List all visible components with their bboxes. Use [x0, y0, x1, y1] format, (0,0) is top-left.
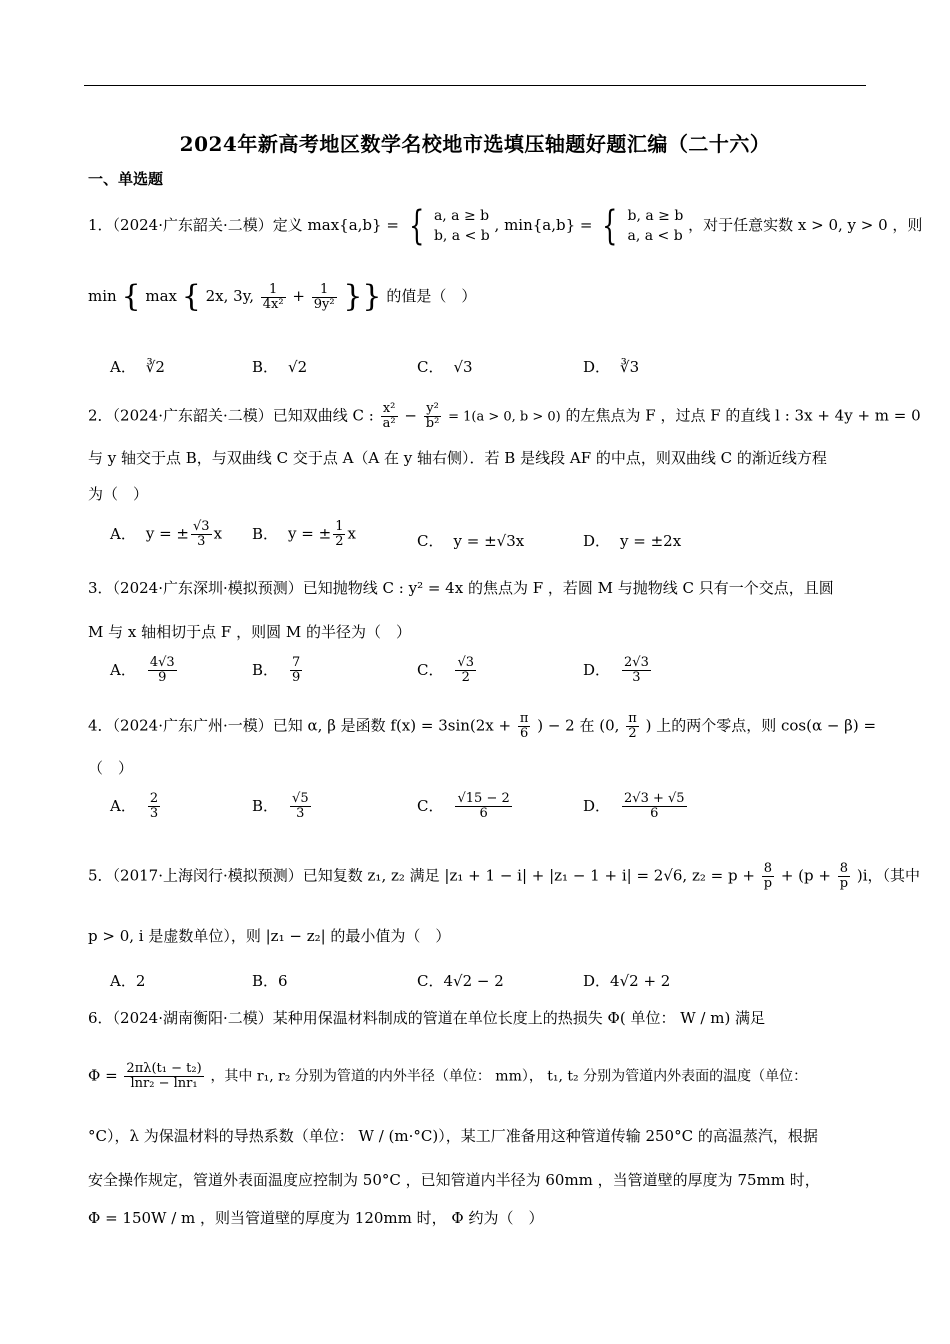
q6-line2-tail: ，其中 r₁, r₂ 分别为管道的内外半径（单位： mm）， t₁, t₂ 分别为管道内外表面的温度（单位：: [210, 1068, 808, 1085]
q4-interval-left: (0,: [599, 716, 620, 735]
q2-option-d-value: y = ±2x: [620, 532, 682, 550]
q3-option-a[interactable]: [110, 656, 179, 685]
q5-option-c[interactable]: C．4√2 − 2: [417, 972, 504, 990]
q4-line1-b: ) − 2 在: [537, 716, 595, 735]
q5-frac2-num: 8: [838, 862, 850, 877]
q3-option-a-label: A．: [110, 660, 136, 679]
q1-option-b-value: √2: [288, 358, 308, 376]
q1-suffix: ，对于任意实数 x > 0, y > 0 ，则: [688, 216, 923, 234]
q2-minus: −: [404, 406, 417, 425]
q1-line1: [88, 203, 923, 249]
q5-line1-b: )i，（其中: [856, 866, 921, 885]
q4-interval-right: ): [645, 716, 652, 735]
q4-option-a-num: 2: [149, 791, 159, 806]
q1-plus: +: [292, 287, 305, 305]
q4-option-d-num: 2√3 + √5: [624, 791, 685, 806]
q1-brace-inner: {: [181, 279, 201, 314]
q5-line2: p > 0, i 是虚数单位），则 |z₁ − z₂| 的最小值为（ ）: [88, 927, 451, 945]
q1-option-a-label: A．: [110, 358, 136, 376]
q2-option-b-label: B．: [252, 524, 279, 543]
q1-option-c-value: √3: [453, 358, 473, 376]
q1-frac1: [261, 283, 286, 312]
q1-min-case1: b, a ≥ b: [627, 208, 684, 224]
q2-line1: [88, 401, 921, 431]
q5-frac1: [762, 862, 774, 891]
q1-option-c[interactable]: [417, 356, 473, 377]
q4-pi-num: π: [519, 711, 529, 726]
q6-line5: Φ = 150W / m ，则当管道壁的厚度为 120mm 时， Φ 约为（ ）: [88, 1209, 544, 1227]
q2-option-b-post: x: [347, 524, 356, 543]
q4-option-b-den: 3: [296, 806, 305, 821]
q2-option-b-frac: [333, 520, 345, 549]
q2-option-a-frac: [191, 520, 212, 549]
q2-option-c[interactable]: [417, 530, 524, 551]
q3-option-d-frac: [622, 656, 651, 685]
q4-option-c-den: 6: [479, 806, 488, 821]
q1-min-case2: a, a < b: [627, 228, 683, 244]
q6-phi-den: lnr₂ − lnr₁: [130, 1076, 198, 1091]
q2-option-a-label: A．: [110, 524, 136, 543]
q2-fx-den: a²: [382, 416, 396, 431]
q1-option-d-label: D．: [583, 358, 611, 376]
q6-phi-frac: [124, 1062, 203, 1091]
q6-line2: [88, 1062, 866, 1091]
q4-option-d-label: D．: [583, 796, 611, 815]
q1-max-case1: a, a ≥ b: [433, 208, 490, 224]
q4-option-a[interactable]: [110, 792, 162, 821]
q2-option-b[interactable]: [252, 520, 356, 549]
q4-pi-frac: [518, 712, 531, 741]
q4-interval-den: 2: [628, 726, 637, 741]
q4-option-b-label: B．: [252, 796, 279, 815]
q4-line1-a: 4．（2024·广东广州·一模）已知 α, β 是函数 f(x) = 3sin(2x +: [88, 716, 512, 735]
q1-frac2-den: 9y²: [313, 296, 335, 312]
q5-line1: [88, 861, 921, 891]
q3-option-b[interactable]: [252, 656, 304, 685]
q1-option-c-label: C．: [417, 358, 444, 376]
q2-line2: 与 y 轴交于点 B，与双曲线 C 交于点 A（A 在 y 轴右侧）．若 B 是线段 AF 的中点，则双曲线 C 的渐近线方程: [88, 449, 827, 467]
q3-option-a-num: 4√3: [149, 655, 175, 670]
q1-max-cases: [434, 206, 490, 246]
q3-option-d-den: 3: [632, 670, 641, 685]
q1-min-cases: [628, 206, 684, 246]
q3-option-d-num: 2√3: [624, 655, 649, 670]
q2-fy: [424, 402, 442, 431]
q2-eq-tail: = 1(a > 0, b > 0): [448, 409, 561, 425]
q4-line1: [88, 711, 877, 741]
q4-pi-den: 6: [520, 726, 529, 741]
section-heading: 一、单选题: [88, 170, 164, 188]
q3-line1: 3．（2024·广东深圳·模拟预测）已知抛物线 C : y² = 4x 的焦点为 F ，若圆 M 与抛物线 C 只有一个交点，且圆: [88, 579, 834, 597]
q3-option-a-frac: [148, 656, 177, 685]
q2-option-b-den: 2: [335, 534, 344, 549]
q2-option-c-label: C．: [417, 532, 444, 550]
q4-option-d-frac: [622, 792, 687, 821]
q2-line1-b: 的左焦点为 F ，过点 F 的直线: [565, 406, 771, 425]
q3-option-b-den: 9: [292, 670, 301, 685]
q4-interval-frac: [626, 712, 639, 741]
q1-min-brace: {: [602, 203, 618, 249]
q2-fx: [381, 402, 398, 431]
q3-option-b-num: 7: [292, 655, 301, 670]
q3-option-c[interactable]: [417, 656, 478, 685]
q3-option-c-frac: [455, 656, 476, 685]
q1-frac1-num: 1: [261, 283, 286, 298]
q2-option-d-label: D．: [583, 532, 611, 550]
q1-option-a-value: ∛2: [145, 358, 165, 376]
q4-interval-num: π: [628, 711, 637, 726]
q4-option-a-frac: [148, 792, 160, 821]
q4-option-b-frac: [290, 792, 311, 821]
q2-fy-den: b²: [425, 416, 440, 431]
q1-frac2: [312, 283, 337, 312]
q5-frac1-den: p: [763, 876, 773, 891]
q1-option-b[interactable]: [252, 356, 307, 377]
q4-option-b[interactable]: [252, 792, 313, 821]
q3-option-c-den: 2: [461, 670, 470, 685]
q5-option-b[interactable]: B．6: [252, 972, 288, 990]
q2-line1-a: 2．（2024·广东韶关·二模）已知双曲线: [88, 406, 348, 425]
q5-line1-a: 5．（2017·上海闵行·模拟预测）已知复数 z₁, z₂ 满足 |z₁ + 1 − i| + |z₁ − 1 + i| = 2√6, z₂ = p +: [88, 866, 755, 885]
q1-min-label: , min{a,b} =: [494, 216, 593, 234]
q1-option-a[interactable]: [110, 356, 165, 377]
q2-option-d[interactable]: [583, 530, 681, 551]
q2-fx-num: x²: [381, 402, 398, 417]
q5-mid: + (p +: [780, 866, 831, 885]
q3-option-b-frac: [290, 656, 302, 685]
q2-option-b-num: 1: [335, 519, 344, 534]
q5-frac2-den: p: [839, 876, 849, 891]
q3-option-a-den: 9: [158, 670, 167, 685]
q3-option-c-label: C．: [417, 660, 444, 679]
q1-prefix: 1．（2024·广东韶关·二模）定义: [88, 216, 303, 234]
q2-option-a[interactable]: [110, 520, 222, 549]
q2-line3: 为（ ）: [88, 485, 149, 503]
q6-phi-num: 2πλ(t₁ − t₂): [126, 1061, 202, 1076]
q1-expr-terms: 2x, 3y,: [205, 287, 254, 305]
q5-option-a[interactable]: A．2: [110, 972, 146, 990]
q3-option-d[interactable]: [583, 656, 653, 685]
q1-option-d[interactable]: [583, 356, 639, 377]
q1-line2: [88, 279, 866, 314]
q6-phi: Φ =: [88, 1066, 118, 1085]
q3-line2: M 与 x 轴相切于点 F ，则圆 M 的半径为（ ）: [88, 623, 411, 641]
q1-brace-outer: {: [121, 279, 141, 314]
q4-option-c-frac: [455, 792, 511, 821]
q1-expr-max: max: [145, 287, 177, 305]
q4-option-d-den: 6: [650, 806, 659, 821]
q2-option-a-num: √3: [193, 519, 210, 534]
q4-option-a-label: A．: [110, 796, 136, 815]
q1-frac2-num: 1: [312, 283, 337, 298]
q3-option-c-num: √3: [457, 655, 475, 670]
page-title: 2024年新高考地区数学名校地市选填压轴题好题汇编（二十六）: [179, 132, 771, 156]
q4-option-c-label: C．: [417, 796, 444, 815]
header-rule: [84, 85, 866, 86]
q6-line4: 安全操作规定，管道外表面温度应控制为 50°C ，已知管道内半径为 60mm ，当管道壁的厚度为 75mm 时，: [88, 1171, 820, 1189]
q2-option-b-pre: y = ±: [288, 524, 332, 543]
q4-option-c[interactable]: [417, 792, 514, 821]
q1-expr-end: 的值是（ ）: [386, 287, 477, 305]
q3-option-b-label: B．: [252, 660, 279, 679]
q6-line3: °C），λ 为保温材料的导热系数（单位： W / (m·°C)），某工厂准备用这种管道传输 250°C 的高温蒸汽，根据: [88, 1127, 818, 1145]
q1-option-b-label: B．: [252, 358, 279, 376]
q5-frac2: [838, 862, 850, 891]
q2-option-a-post: x: [213, 524, 223, 543]
q2-curve: C :: [352, 406, 374, 425]
q1-frac1-den: 4x²: [262, 296, 284, 312]
q6-line1: 6．（2024·湖南衡阳·二模）某种用保温材料制成的管道在单位长度上的热损失 Φ( 单位： W / m) 满足: [88, 1009, 766, 1027]
q2-fy-num: y²: [424, 402, 442, 417]
q1-max-brace: {: [408, 203, 425, 249]
q2-line-eq: l : 3x + 4y + m = 0: [775, 406, 921, 425]
q1-brace-close: }}: [343, 279, 382, 314]
q2-option-c-value: y = ±√3x: [453, 532, 525, 550]
q3-option-d-label: D．: [583, 660, 611, 679]
q4-option-b-num: √5: [292, 791, 309, 806]
q1-max-label: max{a,b} =: [307, 216, 399, 234]
q2-option-a-den: 3: [197, 534, 206, 549]
q1-option-d-value: ∛3: [620, 358, 640, 376]
q1-expr-min: min: [88, 287, 117, 305]
q4-option-a-den: 3: [149, 806, 159, 821]
q1-max-case2: b, a < b: [433, 228, 490, 244]
q5-option-d[interactable]: D．4√2 + 2: [583, 972, 671, 990]
q4-option-d[interactable]: [583, 792, 689, 821]
q5-frac1-num: 8: [762, 862, 774, 877]
q4-line1-c: 上的两个零点，则 cos(α − β) =: [656, 716, 877, 735]
q4-line2: （ ）: [88, 759, 134, 777]
q4-option-c-num: √15 − 2: [457, 791, 510, 806]
q2-option-a-pre: y = ±: [145, 524, 189, 543]
